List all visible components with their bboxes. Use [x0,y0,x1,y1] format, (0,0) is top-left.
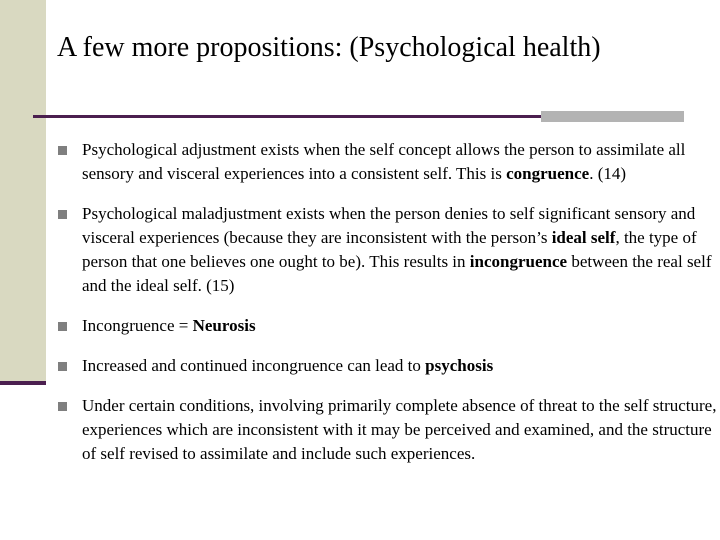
bold-term: congruence [506,164,590,183]
bullet-item [58,354,718,378]
square-bullet-icon [58,210,67,219]
bullet-text: Psychological adjustment exists when the self concept allows the person to assimilate all sensory and visceral experiences into a consistent self. This is congruence. (14) [82,140,686,183]
square-bullet-icon [58,146,67,155]
bullet-text: Increased and continued incongruence can lead to psychosis [82,356,494,375]
bullet-item [58,314,718,338]
bold-term: psychosis [425,356,494,375]
title-divider [33,115,541,118]
square-bullet-icon [58,362,67,371]
bullet-text: Psychological maladjustment exists when the person denies to self significant sensory and visceral experiences (because they are inconsistent with the person’s ideal self, the type of person that one believes one ought to be). This results in incongruence between the real self and the ideal self. (15) [82,204,712,295]
bullet-list [58,138,718,466]
left-band-rule [0,381,46,385]
square-bullet-icon [58,402,67,411]
bullet-item [58,138,718,186]
title-divider-accent [541,111,684,122]
bold-term: incongruence [469,252,568,271]
bullet-text: Incongruence = Neurosis [82,316,256,335]
left-decor-band [0,0,46,385]
bullet-item [58,394,718,466]
bold-term: Neurosis [192,316,256,335]
bullet-text: Under certain conditions, involving primarily complete absence of threat to the self structure, experiences which are inconsistent with it may be perceived and examined, and the structure of self revised to assimilate and include such experiences. [82,396,717,463]
square-bullet-icon [58,322,67,331]
bullet-item [58,202,718,298]
slide-title: A few more propositions: (Psychological health) [57,32,601,63]
bold-term: ideal self [551,228,616,247]
